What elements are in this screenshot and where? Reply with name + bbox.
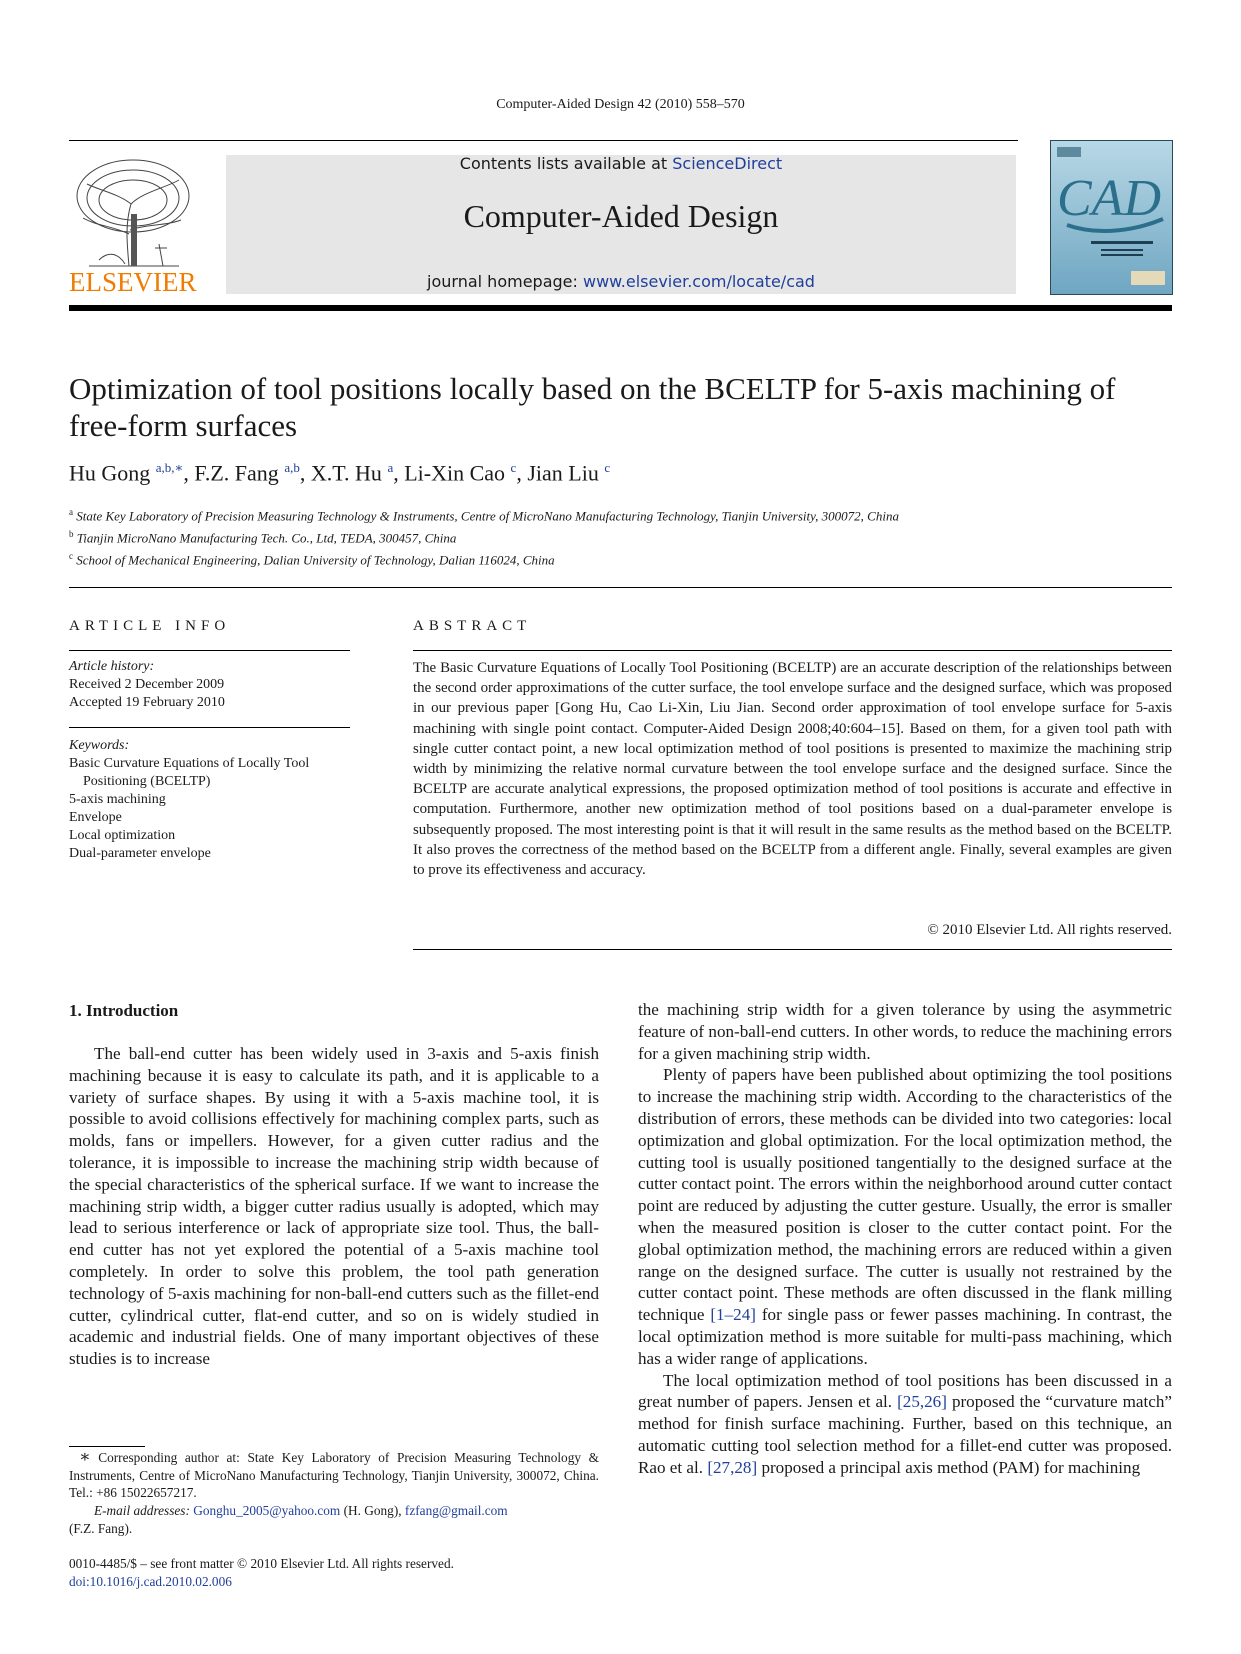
journal-title: Computer-Aided Design bbox=[463, 198, 779, 234]
accepted-date: Accepted 19 February 2010 bbox=[69, 695, 225, 710]
abstract-text: The Basic Curvature Equations of Locally Tool Positioning (BCELTP) are an accurate description of the relationships between the second order approximations of the cutter surface, the tool envelope surface and the designed surface, which was proposed in our previous paper [Gong Hu, Cao Li-Xin, Liu Jian. Second order approximation of tool envelope surface for 5-axis machining with single point contact. Computer-Aided Design 2008;40:604–15]. Based on them, for a given tool path with single cutter contact point, a new local optimization method of tool positions is presented to maximize the machining strip width by minimizing the relative normal curvature between the tool envelope surface and the designed surface. Since the BCELTP are accurate analytical expressions, the proposed optimization method of tool positions is accurate and effective in computation. Furthermore, another new optimization method of tool positions based on a dual-parameter envelope is subsequently proposed. The most interesting point is that it will result in the same results as the method based on the BCELTP. It also proves the correctness of the method based on the BCELTP from a different angle. Finally, several examples are given to prove its effectiveness and accuracy. bbox=[413, 660, 1172, 879]
keyword: Dual-parameter envelope bbox=[69, 846, 211, 861]
svg-text:CAD: CAD bbox=[1057, 170, 1161, 227]
keyword: Envelope bbox=[69, 810, 122, 825]
header-rule bbox=[69, 140, 1018, 141]
abstract-bottom-rule bbox=[413, 949, 1172, 950]
abstract-copyright: © 2010 Elsevier Ltd. All rights reserved. bbox=[927, 922, 1172, 938]
issn-line: 0010-4485/$ – see front matter © 2010 Elsevier Ltd. All rights reserved. bbox=[69, 1556, 454, 1571]
affiliation-c: $^c$ School of Mechanical Engineering, Dalian University of Technology, Dalian 116024, China bbox=[69, 551, 555, 568]
right-column bbox=[638, 999, 1172, 1479]
author-affiliation-mark[interactable]: a,b bbox=[284, 460, 300, 475]
left-column bbox=[69, 1043, 599, 1370]
header-thick-rule bbox=[69, 305, 1172, 311]
author-affiliation-mark[interactable]: a bbox=[387, 460, 394, 475]
journal-cover-image bbox=[1050, 140, 1173, 295]
affiliation-b: $^b$ Tianjin MicroNano Manufacturing Tech. Co., Ltd, TEDA, 300457, China bbox=[69, 529, 457, 546]
article-title: Optimization of tool positions locally based on the BCELTP for 5-axis machining of free-form surfaces bbox=[69, 371, 1116, 443]
footnote-star: ∗ bbox=[79, 1447, 91, 1466]
author-list: Hu Gong $^{a,b,∗}$, F.Z. Fang $^{a,b}$, X.T. Hu $^a$, Li-Xin Cao $^c$, Jian Liu $^c$ bbox=[69, 460, 611, 486]
doi-link[interactable]: doi:10.1016/j.cad.2010.02.006 bbox=[69, 1573, 232, 1589]
citation-link[interactable]: [1–24] bbox=[710, 1305, 756, 1325]
contents-prefix: Contents lists available at bbox=[459, 154, 673, 173]
citation-link[interactable]: [27,28] bbox=[707, 1457, 758, 1477]
email-link-gong[interactable]: Gonghu_2005@yahoo.com bbox=[193, 1503, 341, 1519]
author-affiliation-mark[interactable]: c bbox=[510, 460, 517, 475]
author-name[interactable]: Li-Xin Cao bbox=[404, 460, 506, 486]
intro-paragraph: The ball-end cutter has been widely used in 3-axis and 5-axis finish machining because it is easy to calculate its path, and it is applicable to a variety of surface shapes. By using it with a 5-axis machine tool, it is possible to avoid collisions effectively for machining complex parts, such as molds, fans or impellers. However, for a given cutter radius and the tolerance, it is impossible to increase the machining strip width because of the special characteristics of the spherical surface. If we want to increase the machining strip width, a bigger cutter radius usually is adopted, which may lead to serious interference or lack of appropriate size tool. Thus, the ball-end cutter has not yet explored the potential of a 5-axis machine tool completely. In order to solve this problem, the tool path generation technology of 5-axis machining for non-ball-end cutters such as the fillet-end cutter, cylindrical cutter, flat-end cutter, and so on is widely studied in academic and industrial fields. One of many important objectives of these studies is to increase bbox=[69, 1044, 599, 1369]
homepage-prefix: journal homepage: bbox=[427, 272, 583, 291]
continued-paragraph: the machining strip width for a given tolerance by using the asymmetric feature of non-ball-end cutters. In other words, to reduce the machining errors for a given machining strip width. bbox=[638, 1000, 1172, 1063]
section-heading: 1. Introduction bbox=[69, 1001, 179, 1020]
author-name[interactable]: F.Z. Fang bbox=[194, 460, 279, 486]
keywords-rule bbox=[69, 727, 350, 728]
cad-cover-icon bbox=[1051, 141, 1172, 294]
article-info-heading: ARTICLE INFO bbox=[69, 618, 231, 634]
abstract-heading: ABSTRACT bbox=[413, 618, 532, 634]
affiliation-a: $^a$ State Key Laboratory of Precision Measuring Technology & Instruments, Centre of MicroNano Manufacturing Technology, Tianjin University, 300072, China bbox=[69, 507, 899, 524]
author-name[interactable]: Jian Liu bbox=[527, 460, 599, 486]
paragraph: The local optimization method of tool positions has been discussed in a great number of papers. Jensen et al. [25,26] proposed the “curvature match” method for finish surface machining. Further, based on this technique, an automatic cutting tool selection method for a fillet-end cutter was proposed. Rao et al. [27,28] proposed a principal axis method (PAM) for machining bbox=[638, 1370, 1172, 1477]
corresponding-author-footnote: ∗ Corresponding author at: State Key Laboratory of Precision Measuring Technology & Instruments, Centre of MicroNano Manufacturing Technology, Tianjin University, 300072, China. Tel.: +86 15022657217. E-mail addresses: Gonghu_2005@yahoo.com (H. Gong), fzfang@gmail.com (F.Z. Fang). bbox=[69, 1447, 599, 1536]
elsevier-tree-icon bbox=[69, 154, 199, 294]
front-matter bbox=[69, 1555, 454, 1590]
keyword: Local optimization bbox=[69, 828, 176, 843]
received-date: Received 2 December 2009 bbox=[69, 677, 225, 692]
article-history bbox=[69, 658, 349, 712]
keyword: Basic Curvature Equations of Locally Tool Positioning (BCELTP) bbox=[69, 756, 310, 789]
journal-citation: Computer-Aided Design 42 (2010) 558–570 bbox=[496, 97, 745, 112]
author-affiliation-mark[interactable]: c bbox=[604, 460, 611, 475]
email-label: E-mail addresses: bbox=[94, 1503, 190, 1519]
journal-homepage-link[interactable]: www.elsevier.com/locate/cad bbox=[582, 272, 815, 291]
keywords-label: Keywords: bbox=[69, 738, 130, 753]
elsevier-logo bbox=[69, 154, 199, 294]
article-info-rule bbox=[69, 650, 350, 651]
keywords-block bbox=[69, 737, 349, 863]
contents-line bbox=[226, 154, 1016, 173]
author-name[interactable]: X.T. Hu bbox=[310, 460, 382, 486]
elsevier-wordmark: ELSEVIER bbox=[69, 267, 197, 294]
keyword: 5-axis machining bbox=[69, 792, 166, 807]
author-name[interactable]: Hu Gong bbox=[69, 460, 151, 486]
abstract-rule bbox=[413, 650, 1172, 651]
affiliation-rule bbox=[69, 587, 1172, 588]
author-affiliation-mark[interactable]: a,b,∗ bbox=[155, 460, 184, 475]
history-label: Article history: bbox=[69, 659, 155, 674]
paragraph: Plenty of papers have been published about optimizing the tool positions to increase the machining strip width. According to the characteristics of the distribution of errors, these methods can be divided into two categories: local optimization and global optimization. For the local optimization method, the cutting tool is usually positioned tangentially to the designed surface at the cutter contact point. The errors within the neighborhood around cutter contact point are reduced by adjusting the cutter gesture. Usually, the error is smaller when the measured position is closer to the cutter contact point. For the global optimization method, the machining errors are reduced within a given range on the designed surface. The cutter is usually not restrained by the cutter contact point. These methods are often discussed in the flank milling technique [1–24] for single pass or fewer passes machining. In contrast, the local optimization method is more suitable for multi-pass machining, which has a wider range of applications. bbox=[638, 1065, 1172, 1368]
citation-link[interactable]: [25,26] bbox=[897, 1392, 947, 1412]
sciencedirect-link[interactable]: ScienceDirect bbox=[672, 154, 783, 173]
homepage-line bbox=[226, 272, 1016, 291]
email-link-fang[interactable]: fzfang@gmail.com bbox=[404, 1503, 508, 1519]
